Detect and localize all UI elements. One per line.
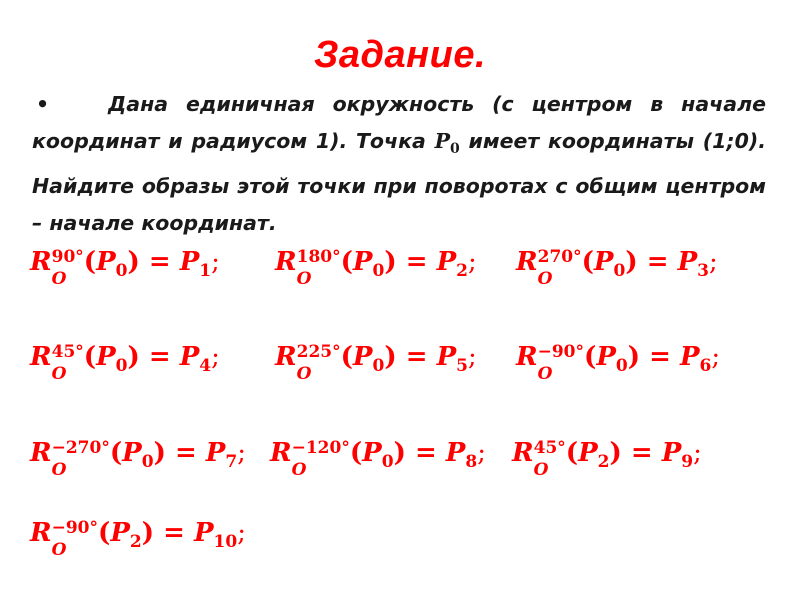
point-variable: $P_0$: [434, 129, 460, 158]
rotation-equation: R180° O $(P_0) = P_2$;: [275, 247, 477, 290]
rotation-angle: 90°: [51, 247, 84, 268]
rotation-equation: R−90° O $(P_2) = P_{10}$;: [30, 518, 246, 561]
rotation-angle: 45°: [51, 342, 84, 363]
rotation-angle: 270°: [537, 247, 582, 268]
task-text-after: имеет координаты (1;0). Найдите образы этой точки при поворотах с общим центром – начале координат.: [32, 129, 767, 236]
rotation-angle: −90°: [51, 518, 99, 539]
page-title: Задание.: [313, 34, 487, 76]
task-text: [32, 86, 766, 242]
rotation-angle: 180°: [296, 247, 341, 268]
rotation-angle: −270°: [51, 438, 110, 459]
rotation-angle: −120°: [291, 438, 350, 459]
rotation-equation: R−90° O $(P_0) = P_6$;: [516, 342, 721, 385]
rotation-angle: 225°: [296, 342, 341, 363]
rotation-equation: R−120° O $(P_0) = P_8$;: [270, 438, 486, 481]
rotation-equation: R270° O $(P_0) = P_3$;: [516, 247, 718, 290]
rotation-equation: R−270° O $(P_0) = P_7$;: [30, 438, 246, 481]
rotation-angle: 45°: [533, 438, 566, 459]
rotation-equation: R225° O $(P_0) = P_5$;: [275, 342, 477, 385]
task-text-before: Дана единичная окружность (с центром в начале координат и радиусом 1). Точка: [32, 92, 766, 153]
bullet-icon: •: [36, 92, 50, 116]
rotation-equation: R45° O $(P_0) = P_4$;: [30, 342, 220, 385]
rotation-equation: R90° O $(P_0) = P_1$;: [30, 247, 220, 290]
rotation-equation: R45° O $(P_2) = P_9$;: [512, 438, 702, 481]
rotation-angle: −90°: [537, 342, 585, 363]
